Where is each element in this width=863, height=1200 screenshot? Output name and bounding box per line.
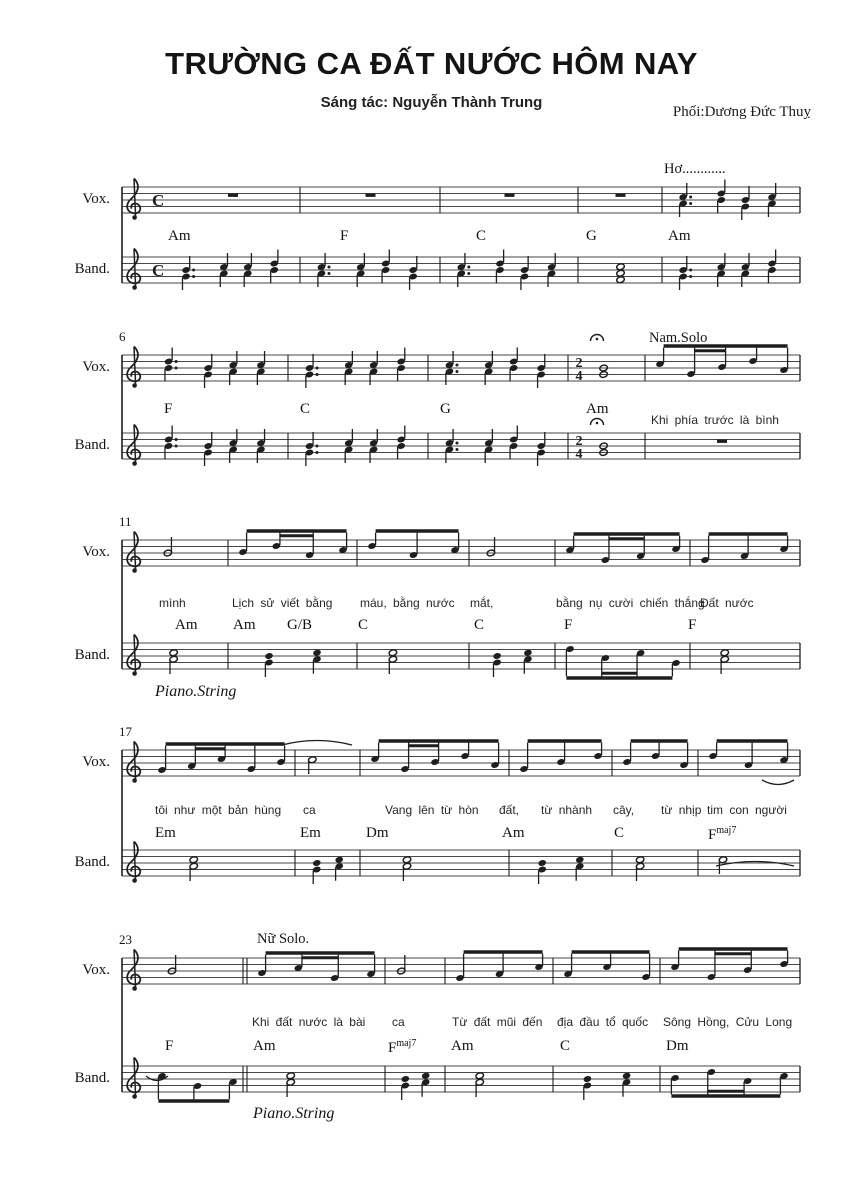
staff-system — [122, 179, 800, 291]
svg-text:C: C — [152, 191, 165, 210]
lyric-text: địa đầu tổ quốc — [557, 1015, 649, 1029]
staff-label-vox: Vox. — [82, 191, 110, 207]
chord-label: $F^{maj7}$ — [388, 1038, 417, 1056]
chord-label: Am — [253, 1038, 276, 1054]
fermata-icon — [591, 419, 604, 425]
lyric-text: Vang lên từ hòn — [385, 803, 479, 817]
lyric-text: Sông Hồng, Cửu Long — [663, 1015, 793, 1029]
chord-label: F — [688, 617, 697, 633]
chord-label: F — [564, 617, 573, 633]
chord-extension: maj7 — [716, 825, 737, 836]
lyric-text: bằng nụ cười chiến thắng — [556, 596, 705, 610]
chord-label: F — [165, 1038, 174, 1054]
staff-label-vox: Vox. — [82, 754, 110, 770]
treble-clef-icon — [127, 842, 140, 883]
staff-system — [122, 335, 800, 467]
svg-text:4: 4 — [575, 447, 583, 462]
treble-clef-icon — [127, 742, 140, 783]
chord-label: F — [340, 228, 349, 244]
lyric-text: từ nhành — [541, 803, 593, 817]
treble-clef-icon — [127, 179, 140, 220]
chord-extension: maj7 — [396, 1038, 417, 1049]
chord-label: Am — [586, 401, 609, 417]
chord-label: Dm — [666, 1038, 689, 1054]
treble-clef-icon — [127, 1058, 140, 1099]
annotation-text: Nữ Solo. — [257, 931, 310, 947]
page-title: TRƯỜNG CA ĐẤT NƯỚC HÔM NAY — [165, 46, 698, 81]
chord-label: C — [560, 1038, 571, 1054]
chord-label: C — [614, 825, 625, 841]
treble-clef-icon — [127, 950, 140, 991]
staff-label-band: Band. — [74, 647, 110, 663]
measure-number: 23 — [119, 932, 132, 947]
lyric-text: mắt, — [470, 596, 494, 610]
svg-text:4: 4 — [575, 369, 583, 384]
chord-label: Am — [168, 228, 191, 244]
treble-clef-icon — [127, 249, 140, 290]
chord-label: Am — [175, 617, 198, 633]
annotation-text: Hơ............ — [664, 161, 726, 177]
composer-credit: Sáng tác: Nguyễn Thành Trung — [320, 94, 543, 111]
lyric-text: cây, — [613, 803, 635, 817]
chord-label: Am — [668, 228, 691, 244]
measure-number: 11 — [119, 514, 132, 529]
staff-label-band: Band. — [74, 1070, 110, 1086]
lyric-text: Khi đất nước là bài — [252, 1015, 366, 1029]
treble-clef-icon — [127, 532, 140, 573]
lyric-text: mình — [159, 596, 186, 610]
chord-label: Em — [155, 825, 176, 841]
svg-text:C: C — [152, 261, 165, 280]
annotation-text: Nam.Solo — [649, 330, 708, 346]
chord-label: Dm — [366, 825, 389, 841]
chord-label: C — [300, 401, 311, 417]
lyric-text: máu, bằng nước — [360, 596, 455, 610]
chord-label: C — [358, 617, 369, 633]
staff-label-band: Band. — [74, 854, 110, 870]
lyric-text: tôi như một bản hùng — [155, 803, 282, 817]
chord-label: F — [164, 401, 173, 417]
lyric-text: tim con người — [707, 803, 787, 817]
measure-number: 6 — [119, 329, 126, 344]
staff-label-band: Band. — [74, 261, 110, 277]
chord-label: Am — [451, 1038, 474, 1054]
svg-text:2: 2 — [575, 434, 583, 449]
lyric-text: ca — [392, 1015, 405, 1029]
fermata-icon — [591, 335, 604, 342]
measure-number: 17 — [119, 724, 132, 739]
staff-label-vox: Vox. — [82, 359, 110, 375]
chord-label: Am — [233, 617, 256, 633]
lyric-text: ca — [303, 803, 316, 817]
staff-label-vox: Vox. — [82, 544, 110, 560]
staff-label-band: Band. — [74, 437, 110, 453]
treble-clef-icon — [127, 635, 140, 676]
chord-label: G — [586, 228, 597, 244]
chord-label: Am — [502, 825, 525, 841]
lyric-text: Khi phía trước là bình — [651, 413, 779, 427]
lyric-text: đất, — [499, 803, 520, 817]
chord-label: $F^{maj7}$ — [708, 825, 737, 843]
chord-label: C — [476, 228, 487, 244]
annotation-text: Piano.String — [155, 683, 237, 700]
chord-label: G — [440, 401, 451, 417]
chord-label: C — [474, 617, 485, 633]
treble-clef-icon — [127, 425, 140, 466]
arranger-credit: Phối:Dương Đức Thuỵ — [672, 104, 811, 120]
lyric-text: từ nhịp — [661, 803, 702, 817]
lyric-text: Từ đất mũi đến — [452, 1015, 543, 1029]
chord-label: Em — [300, 825, 321, 841]
annotation-text: Piano.String — [253, 1105, 335, 1122]
staff-label-vox: Vox. — [82, 962, 110, 978]
svg-text:2: 2 — [575, 356, 583, 371]
lyric-text: Lịch sử viết bằng — [232, 596, 333, 610]
treble-clef-icon — [127, 347, 140, 388]
lyric-text: Đất nước — [700, 596, 754, 610]
chord-label: G/B — [287, 617, 313, 633]
